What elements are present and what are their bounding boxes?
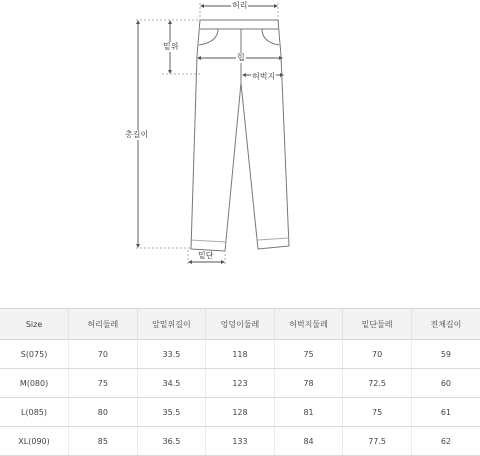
table-row	[0, 369, 480, 398]
cell-thigh: 81	[274, 398, 343, 427]
total-length-label: 총길이	[125, 130, 149, 139]
header-size: Size	[0, 309, 69, 340]
hip-label: 힙	[237, 53, 245, 62]
cell-total-length: 59	[411, 340, 480, 369]
size-table	[0, 308, 480, 456]
cell-front-rise: 33.5	[137, 340, 206, 369]
cell-front-rise: 36.5	[137, 427, 206, 456]
cell-hem: 75	[343, 398, 412, 427]
thigh-label: 허벅지	[252, 72, 276, 81]
cell-thigh: 78	[274, 369, 343, 398]
rise-label: 밑위	[163, 42, 179, 51]
table-row	[0, 398, 480, 427]
cell-total-length: 61	[411, 398, 480, 427]
hem-label: 밑단	[198, 251, 214, 260]
cell-size: S(075)	[0, 340, 69, 369]
pocket-line-right	[262, 29, 279, 45]
cell-total-length: 62	[411, 427, 480, 456]
waist-label: 허리	[232, 1, 248, 10]
table-header-row	[0, 309, 480, 340]
cell-hem: 77.5	[343, 427, 412, 456]
hem-line-left	[190, 240, 226, 242]
header-total-length: 전체길이	[411, 309, 480, 340]
pocket-line-left	[199, 29, 218, 45]
cell-waist: 75	[69, 369, 138, 398]
header-front-rise: 앞밑위길이	[137, 309, 206, 340]
cell-size: M(080)	[0, 369, 69, 398]
hem-line-right	[258, 238, 289, 240]
header-hem: 밑단둘레	[343, 309, 412, 340]
cell-front-rise: 34.5	[137, 369, 206, 398]
header-hip: 엉덩이둘레	[206, 309, 275, 340]
table-row	[0, 427, 480, 456]
cell-waist: 70	[69, 340, 138, 369]
table-row	[0, 340, 480, 369]
cell-size: XL(090)	[0, 427, 69, 456]
cell-thigh: 75	[274, 340, 343, 369]
cell-hip: 118	[206, 340, 275, 369]
cell-waist: 80	[69, 398, 138, 427]
cell-hem: 70	[343, 340, 412, 369]
guide-lines	[136, 3, 278, 266]
cell-front-rise: 35.5	[137, 398, 206, 427]
cell-waist: 85	[69, 427, 138, 456]
measure-lines	[136, 4, 284, 264]
cell-size: L(085)	[0, 398, 69, 427]
cell-hip: 128	[206, 398, 275, 427]
cell-hem: 72.5	[343, 369, 412, 398]
cell-hip: 123	[206, 369, 275, 398]
cell-thigh: 84	[274, 427, 343, 456]
cell-total-length: 60	[411, 369, 480, 398]
header-waist: 허리둘레	[69, 309, 138, 340]
header-thigh: 허벅지둘레	[274, 309, 343, 340]
cell-hip: 133	[206, 427, 275, 456]
